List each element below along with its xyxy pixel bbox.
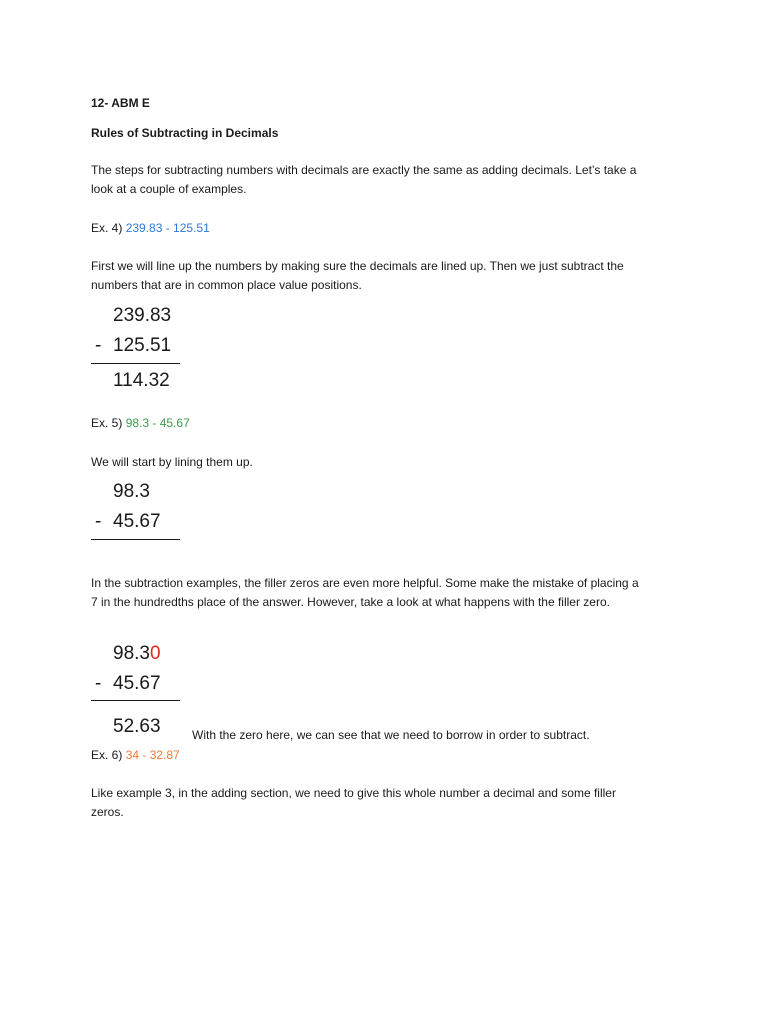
example-6-expression: 34 - 32.87 bbox=[125, 748, 180, 762]
filler-borrow-note: With the zero here, we can see that we need to borrow in order to subtract. bbox=[192, 728, 590, 742]
filler-top-number-main: 98.3 bbox=[113, 643, 150, 664]
filler-zero: 0 bbox=[149, 643, 161, 664]
filler-sum-line bbox=[91, 700, 180, 701]
intro-line-2: look at a couple of examples. bbox=[91, 182, 247, 196]
example-4-expression: 239.83 - 125.51 bbox=[125, 221, 210, 235]
section-label: 12- ABM E bbox=[91, 96, 150, 110]
filler-paragraph-line-1: In the subtraction examples, the filler zeros are even more helpful. Some make the mistake of placing a bbox=[91, 576, 639, 590]
page-title: Rules of Subtracting in Decimals bbox=[91, 126, 279, 140]
example-5-explain: We will start by lining them up. bbox=[91, 455, 253, 469]
example-4-explain-line-2: numbers that are in common place value positions. bbox=[91, 278, 362, 292]
example-5-bottom-number: 45.67 bbox=[113, 511, 161, 532]
filler-bottom-number: 45.67 bbox=[113, 673, 161, 694]
example-6-heading bbox=[91, 746, 681, 765]
example-4-minus-sign: - bbox=[95, 335, 102, 356]
intro-line-1: The steps for subtracting numbers with decimals are exactly the same as adding decimals. Let’s take a bbox=[91, 163, 637, 177]
filler-result: 52.63 bbox=[113, 716, 161, 737]
filler-minus-sign: - bbox=[95, 673, 102, 694]
example-5-minus-sign: - bbox=[95, 511, 102, 532]
example-5-label: Ex. 5) bbox=[91, 416, 126, 430]
example-5-sum-line bbox=[91, 539, 180, 540]
example-4-explain-line-1: First we will line up the numbers by making sure the decimals are lined up. Then we just subtract the bbox=[91, 259, 624, 273]
example-5-heading bbox=[91, 414, 681, 433]
filler-top-number bbox=[113, 642, 161, 666]
example-5-top-number: 98.3 bbox=[113, 481, 150, 502]
example-4-result: 114.32 bbox=[113, 370, 170, 391]
example-4-heading bbox=[91, 219, 681, 238]
filler-paragraph-line-2: 7 in the hundredths place of the answer. However, take a look at what happens with the filler zero. bbox=[91, 595, 610, 609]
example-4-label: Ex. 4) bbox=[91, 221, 126, 235]
example-6-explain-line-2: zeros. bbox=[91, 805, 124, 819]
example-5-expression: 98.3 - 45.67 bbox=[125, 416, 190, 430]
example-6-explain-line-1: Like example 3, in the adding section, we need to give this whole number a decimal and some filler bbox=[91, 786, 616, 800]
example-4-top-number: 239.83 bbox=[113, 305, 172, 326]
example-4-sum-line bbox=[91, 363, 180, 364]
example-6-label: Ex. 6) bbox=[91, 748, 126, 762]
example-4-bottom-number: 125.51 bbox=[113, 335, 172, 356]
